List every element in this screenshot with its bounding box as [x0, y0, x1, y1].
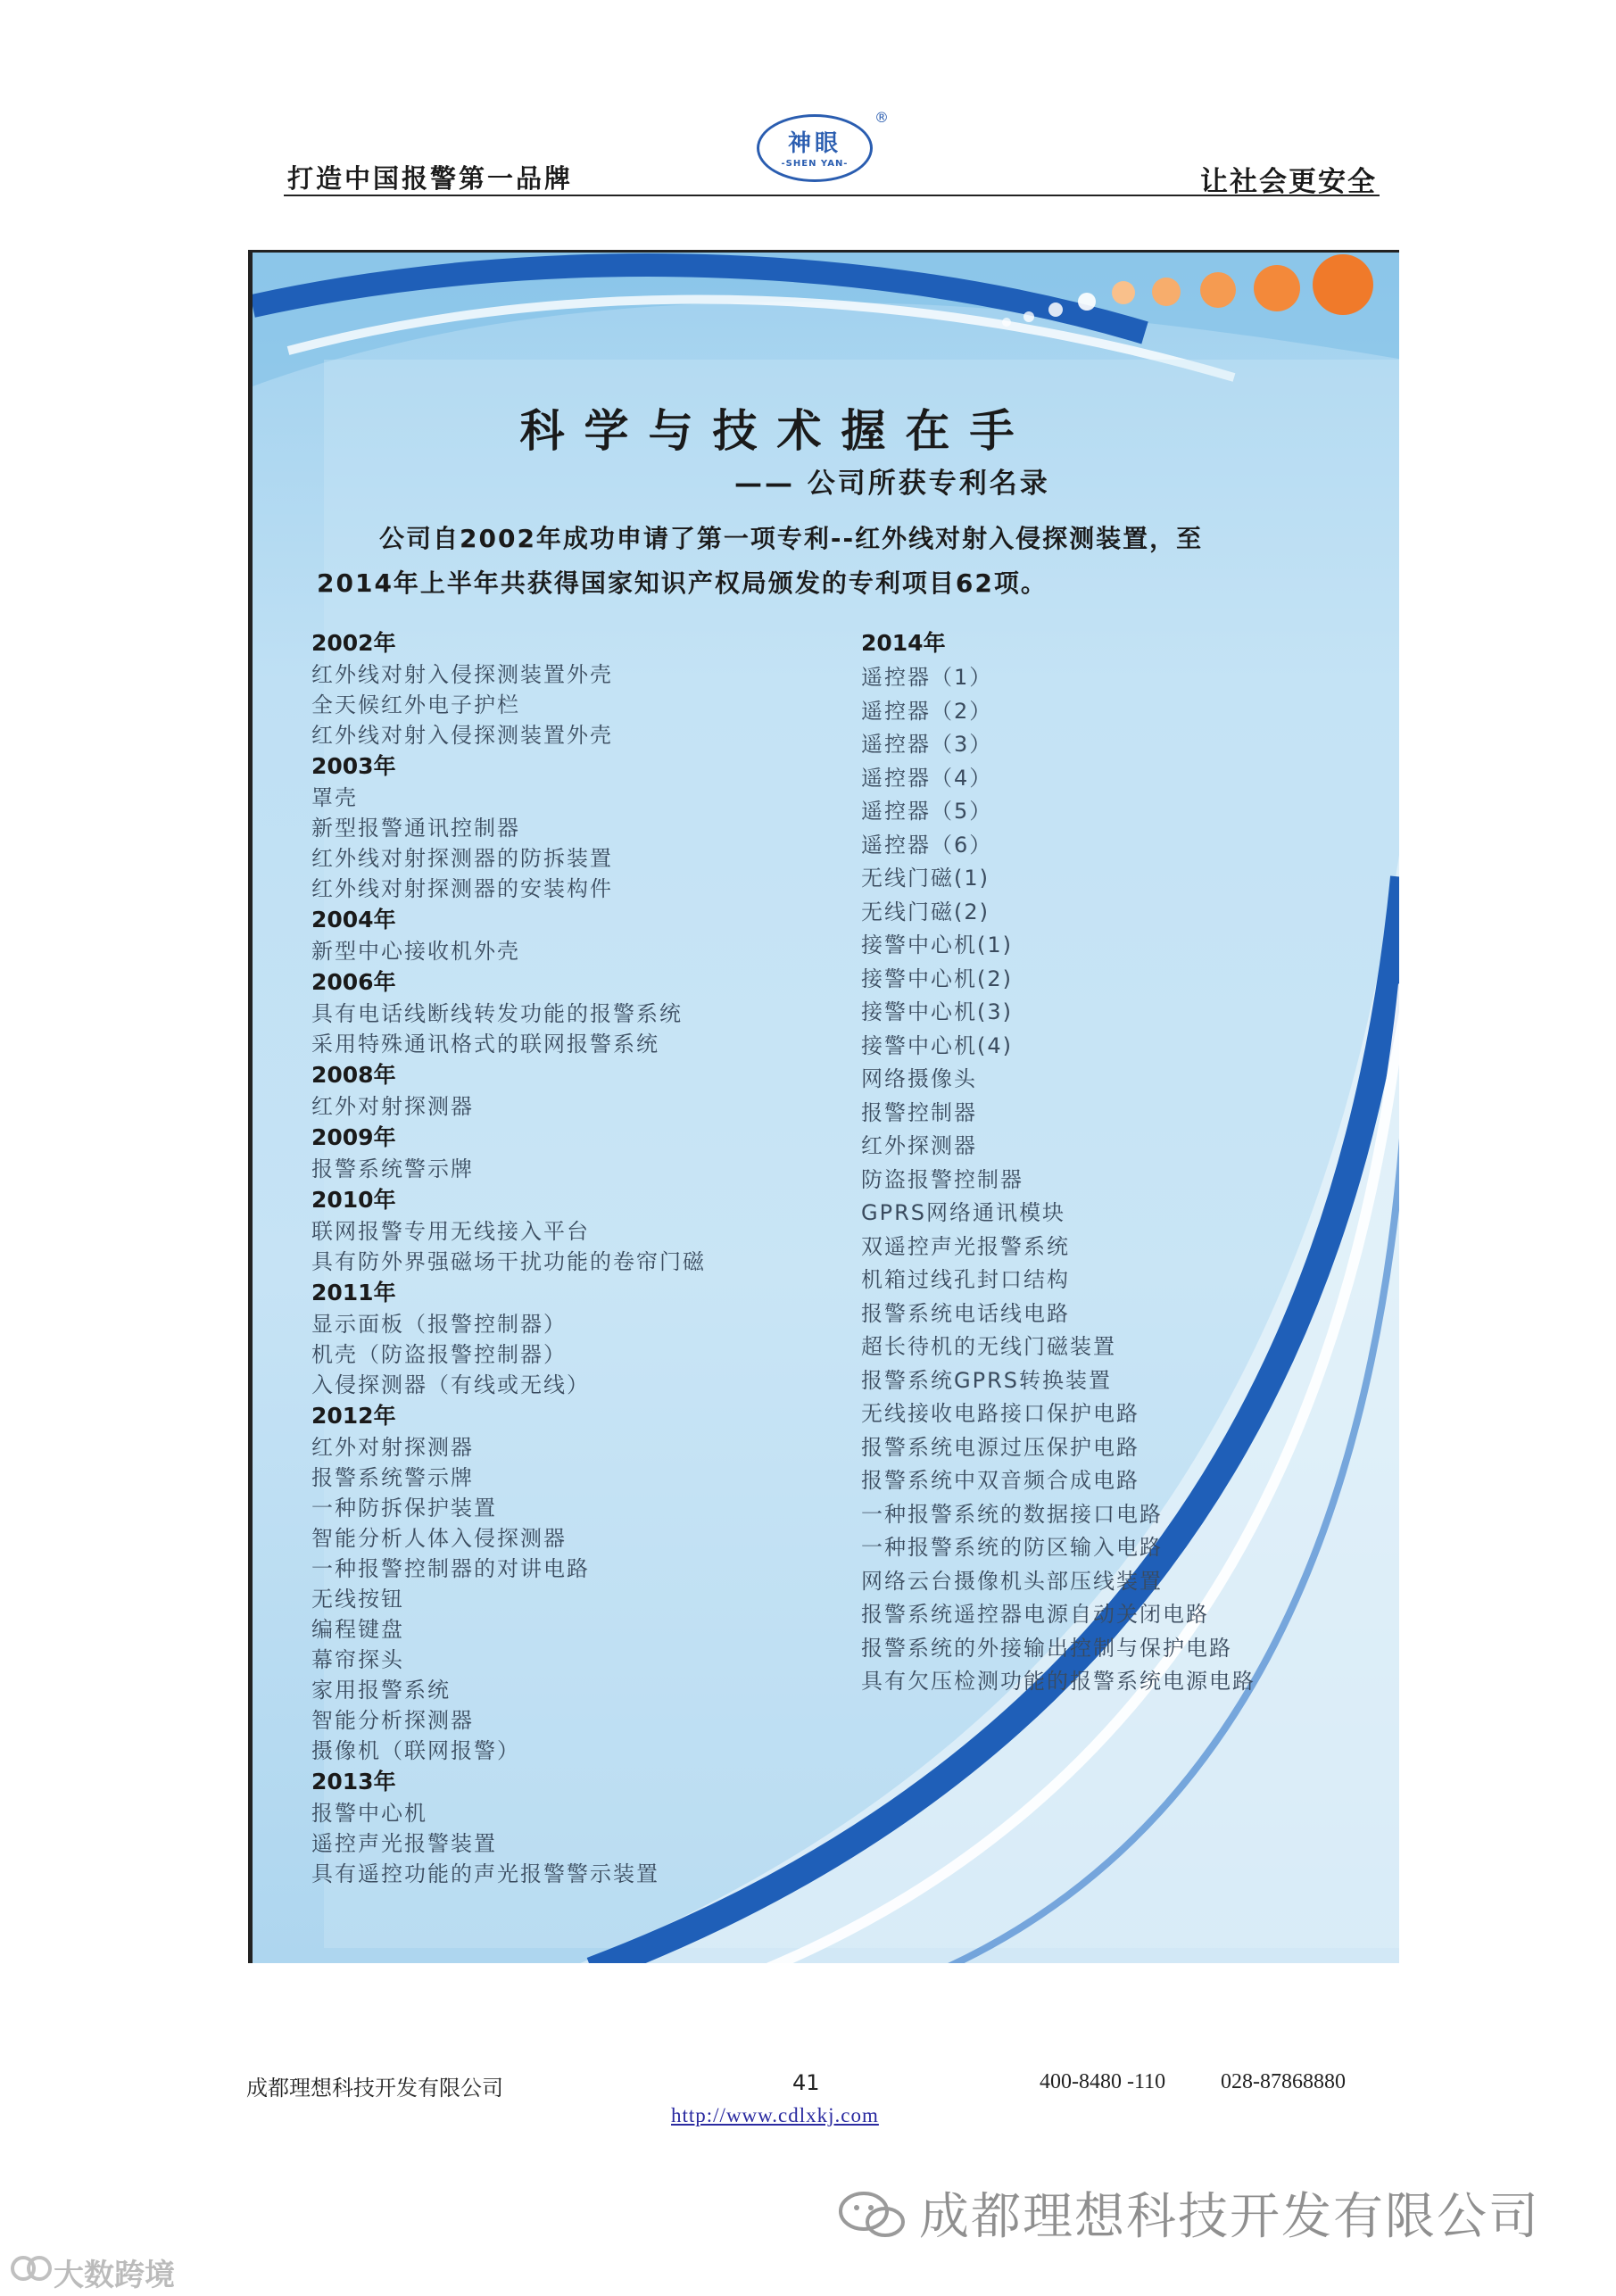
patent-item: 红外对射探测器: [311, 1435, 474, 1460]
year-heading: 2004年: [311, 907, 396, 932]
patent-item: 一种报警系统的数据接口电路: [861, 1501, 1163, 1527]
poster-title: 科学与技术握在手: [519, 405, 1034, 457]
patent-item: 红外线对射探测器的安装构件: [311, 876, 613, 901]
patent-item: 遥控器（6）: [861, 832, 993, 858]
patent-item: 幕帘探头: [311, 1647, 404, 1672]
patent-item: 一种防拆保护装置: [311, 1496, 497, 1521]
wechat-icon: [837, 2188, 908, 2242]
patent-item: 报警系统遥控器电源自动关闭电路: [861, 1602, 1209, 1627]
patent-item: 报警系统电源过压保护电路: [861, 1434, 1139, 1460]
patent-item: 采用特殊通讯格式的联网报警系统: [311, 1032, 659, 1057]
watermark-company: 成都理想科技开发有限公司: [919, 2188, 1540, 2246]
patent-item: 一种报警系统的防区输入电路: [861, 1535, 1163, 1560]
patent-item: 具有欠压检测功能的报警系统电源电路: [861, 1669, 1256, 1694]
patent-item: 网络摄像头: [861, 1066, 977, 1091]
patent-item: 报警系统GPRS转换装置: [861, 1367, 1112, 1393]
patent-list-right: [861, 627, 1256, 1699]
patent-item: 一种报警控制器的对讲电路: [311, 1556, 590, 1581]
patent-item: 遥控器（4）: [861, 765, 993, 791]
patent-item: 无线接收电路接口保护电路: [861, 1401, 1139, 1426]
year-heading: 2010年: [311, 1187, 396, 1213]
year-heading: 2003年: [311, 753, 396, 779]
patent-item: 接警中心机(2): [861, 966, 1013, 991]
brand-logo: [757, 109, 889, 186]
logo-subtext: -SHEN YAN-: [781, 159, 849, 169]
patent-item: 接警中心机(3): [861, 999, 1013, 1024]
patent-item: 摄像机（联网报警）: [311, 1738, 520, 1763]
patent-item: 无线门磁(2): [861, 899, 990, 924]
patent-item: 红外线对射入侵探测装置外壳: [311, 723, 613, 748]
footer-phone-2: 028-87868880: [1221, 2070, 1346, 2093]
patent-item: 新型中心接收机外壳: [311, 939, 520, 964]
patent-item: 遥控器（1）: [861, 665, 993, 690]
patent-item: 遥控器（3）: [861, 732, 993, 757]
year-heading: 2006年: [311, 969, 396, 995]
patent-item: 无线按钮: [311, 1587, 404, 1612]
patent-item: 具有遥控功能的声光报警警示装置: [311, 1861, 659, 1886]
patent-item: 新型报警通讯控制器: [311, 816, 520, 841]
patent-item: 防盗报警控制器: [861, 1166, 1023, 1192]
year-heading: 2014年: [861, 630, 946, 656]
footer-phone-1: 400-8480 -110: [1040, 2070, 1166, 2093]
year-heading: 2002年: [311, 630, 396, 656]
patent-item: 红外线对射探测器的防拆装置: [311, 846, 613, 871]
patent-item: 网络云台摄像机头部压线装置: [861, 1568, 1163, 1594]
patent-item: 遥控器（2）: [861, 698, 993, 724]
patent-item: 入侵探测器（有线或无线）: [311, 1372, 590, 1397]
patent-item: 报警中心机: [311, 1801, 427, 1826]
patent-item: 遥控器（5）: [861, 799, 993, 824]
patent-item: 智能分析人体入侵探测器: [311, 1526, 567, 1551]
header-slogan-left: 打造中国报警第一品牌: [287, 163, 574, 194]
header-slogan-right: 让社会更安全: [1200, 166, 1377, 198]
registered-mark: ®: [874, 109, 889, 126]
patent-item: 超长待机的无线门磁装置: [861, 1334, 1116, 1359]
logo-text: 神眼: [787, 130, 841, 157]
patent-item: 报警系统警示牌: [311, 1465, 474, 1490]
header-divider: [284, 195, 1380, 196]
patent-item: 红外线对射入侵探测装置外壳: [311, 662, 613, 687]
year-heading: 2008年: [311, 1062, 396, 1088]
patent-list-left: [311, 627, 706, 1889]
page-number: 41: [792, 2070, 820, 2095]
patent-item: 机壳（防盗报警控制器）: [311, 1342, 567, 1367]
patent-item: 报警系统中双音频合成电路: [861, 1468, 1139, 1493]
patent-item: 显示面板（报警控制器）: [311, 1312, 567, 1337]
patent-item: 编程键盘: [311, 1617, 404, 1642]
watermark-brand: 大数跨境: [54, 2258, 175, 2293]
watermark-logo-icon: [9, 2249, 54, 2288]
patent-item: 机箱过线孔封口结构: [861, 1267, 1070, 1292]
footer-company: 成都理想科技开发有限公司: [246, 2076, 503, 2101]
patent-item: 全天候红外电子护栏: [311, 692, 520, 717]
patent-item: 接警中心机(4): [861, 1032, 1013, 1058]
patent-item: 智能分析探测器: [311, 1708, 474, 1733]
patent-item: 报警系统警示牌: [311, 1156, 474, 1181]
patent-item: 无线门磁(1): [861, 866, 990, 891]
intro-line-1: 公司自2002年成功申请了第一项专利--红外线对射入侵探测装置，至: [379, 524, 1204, 553]
patent-item: 双遥控声光报警系统: [861, 1233, 1070, 1259]
year-heading: 2013年: [311, 1769, 396, 1795]
year-heading: 2012年: [311, 1403, 396, 1429]
year-heading: 2011年: [311, 1280, 396, 1305]
patent-item: 罩壳: [311, 785, 358, 810]
poster-intro: [317, 517, 1334, 606]
patent-item: 联网报警专用无线接入平台: [311, 1219, 590, 1244]
year-heading: 2009年: [311, 1124, 396, 1150]
patent-item: 报警系统的外接输出控制与保护电路: [861, 1635, 1232, 1661]
patent-item: 遥控声光报警装置: [311, 1831, 497, 1856]
patent-item: 具有防外界强磁场干扰功能的卷帘门磁: [311, 1249, 706, 1274]
patent-item: 具有电话线断线转发功能的报警系统: [311, 1001, 683, 1026]
patent-item: 红外探测器: [861, 1133, 977, 1158]
patent-item: 家用报警系统: [311, 1678, 451, 1703]
patent-poster: [248, 250, 1399, 1963]
patent-item: 报警系统电话线电路: [861, 1300, 1070, 1326]
poster-subtitle: —— 公司所获专利名录: [734, 468, 1050, 500]
intro-line-2: 2014年上半年共获得国家知识产权局颁发的专利项目62项。: [317, 568, 1048, 598]
patent-item: 接警中心机(1): [861, 932, 1013, 957]
footer-website-link[interactable]: http://www.cdlxkj.com: [671, 2104, 879, 2126]
patent-item: GPRS网络通讯模块: [861, 1200, 1065, 1225]
patent-item: 红外对射探测器: [311, 1094, 474, 1119]
patent-item: 报警控制器: [861, 1099, 977, 1125]
